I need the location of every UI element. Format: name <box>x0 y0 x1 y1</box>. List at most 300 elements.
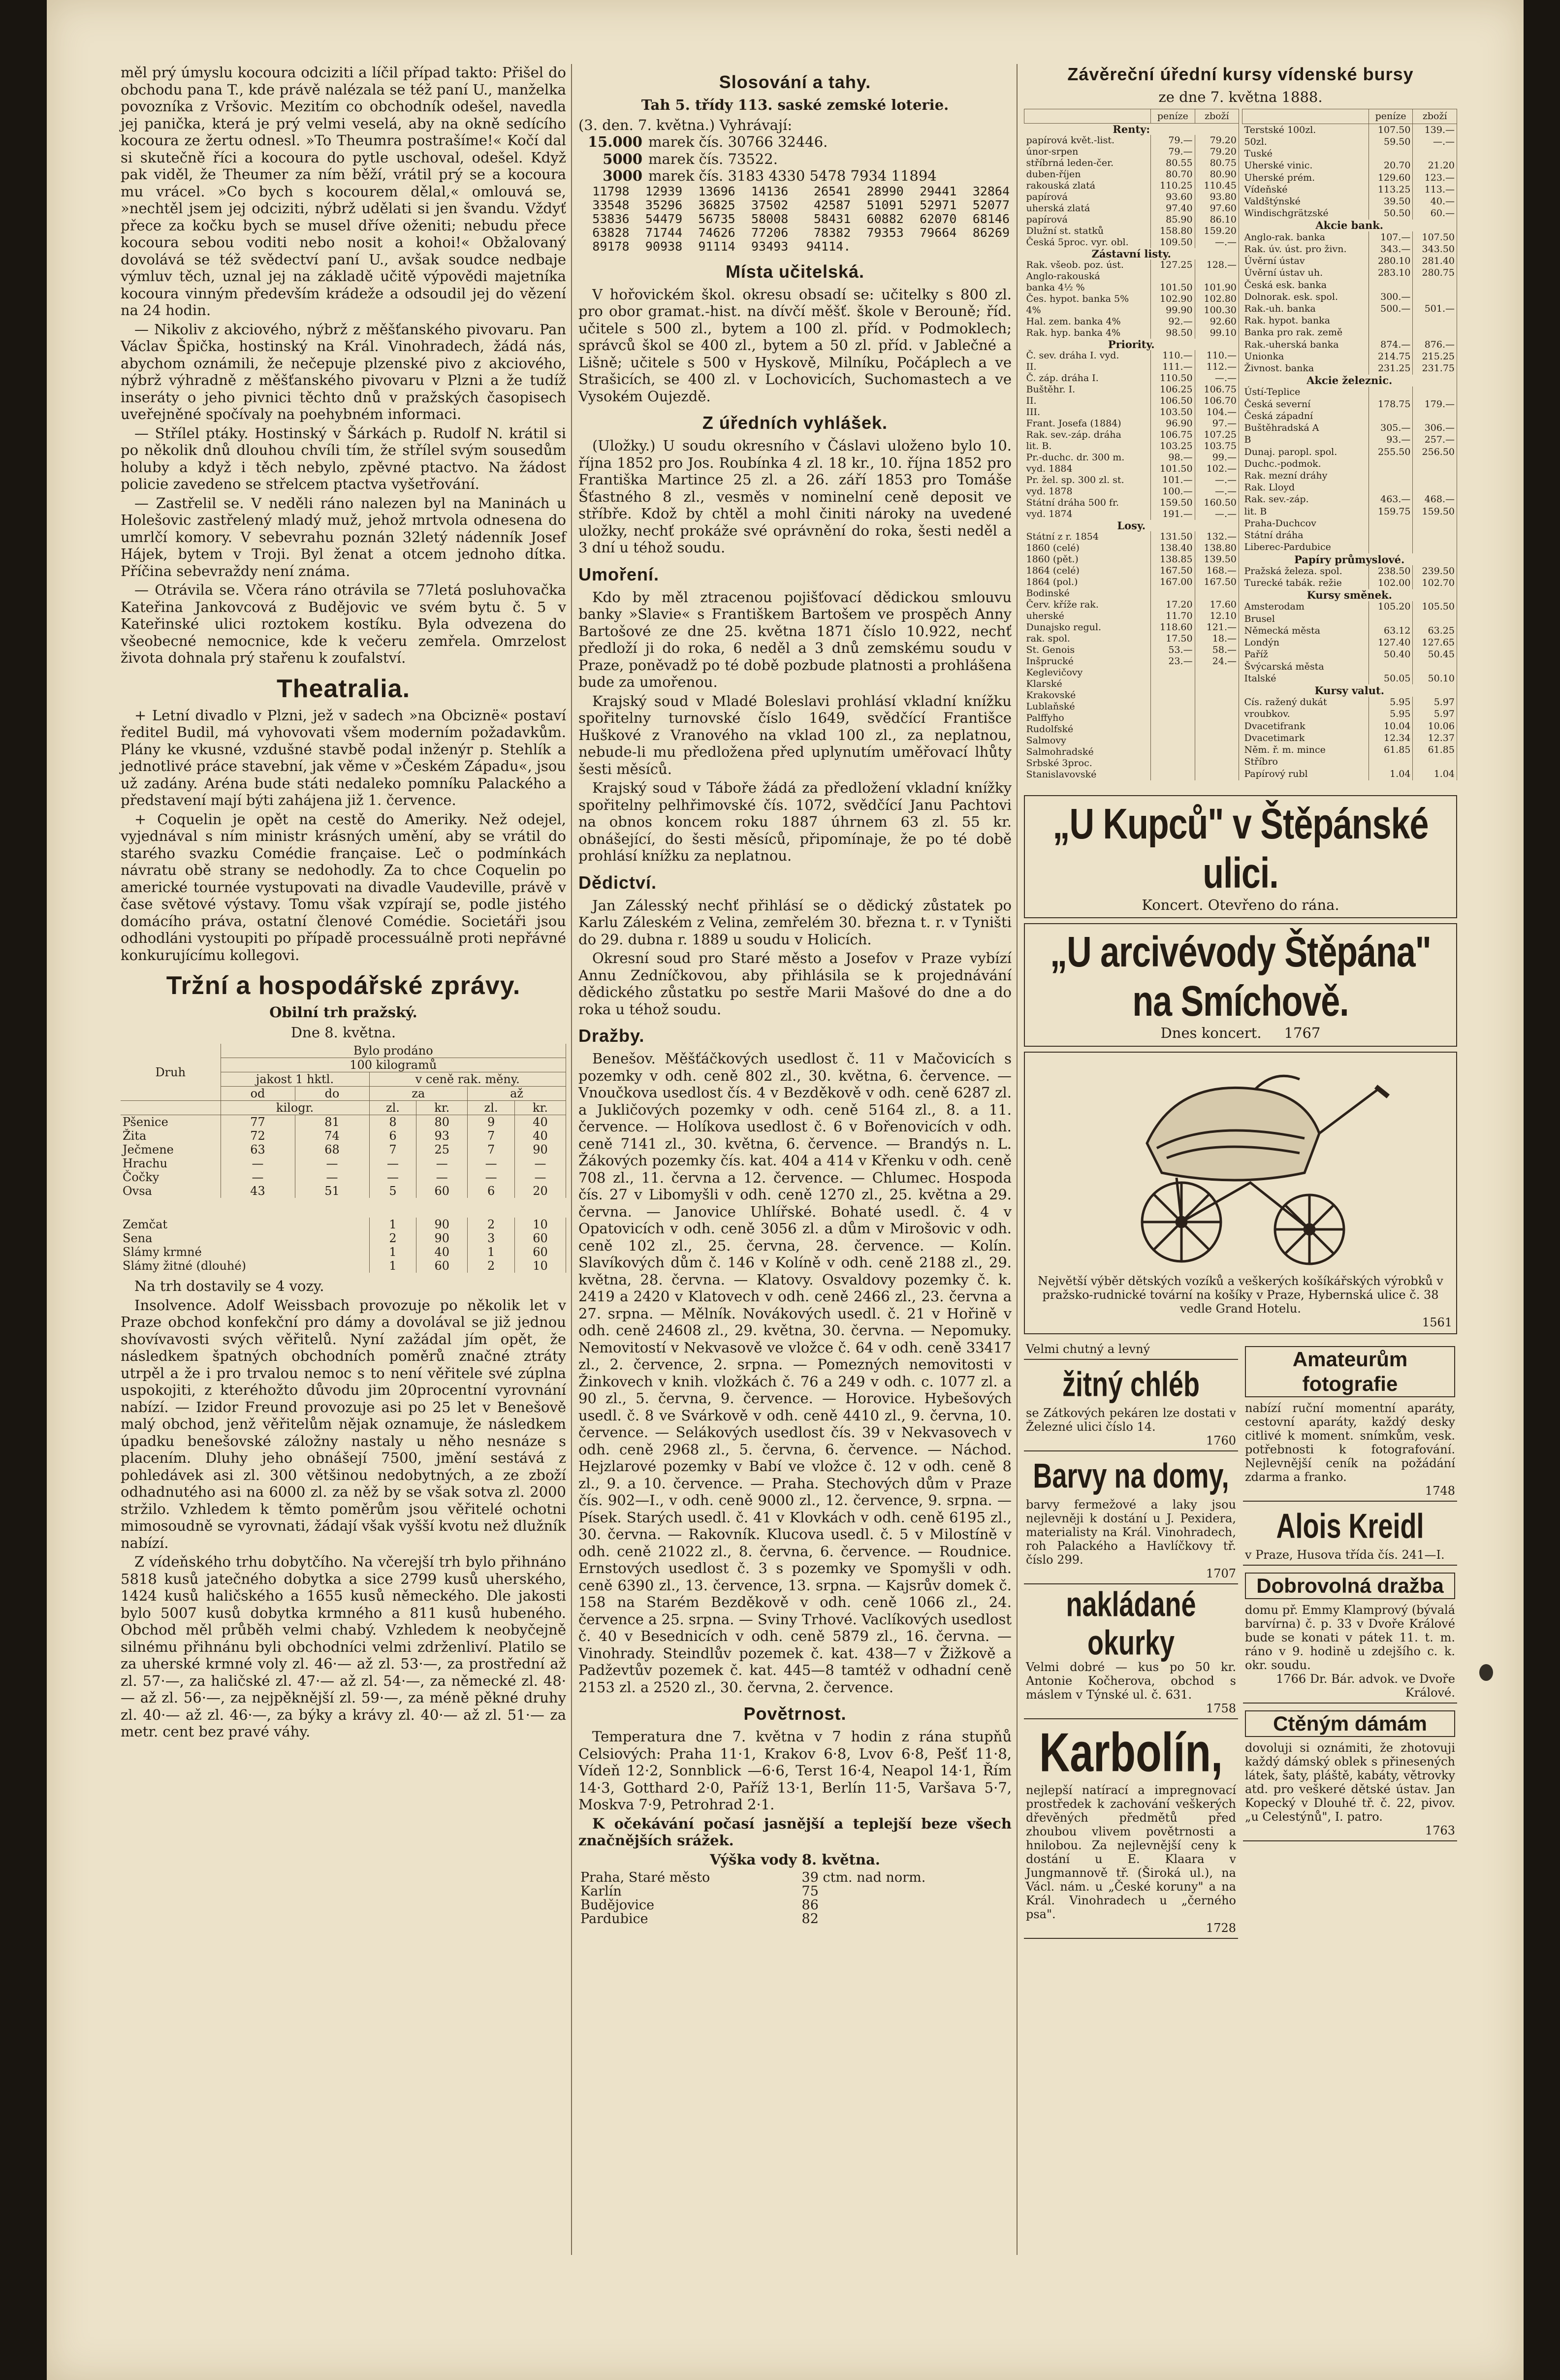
news-paragraph: — Otrávila se. Včera ráno otrávila se 77letá posluhovačka Kateřina Jankovcová z Budějovic ve svém bytu č. 5 v Kateřinské ulici roztokem kostíku. Byla odvezena do všeobecné nemocnice, kde k večeru zemřela. Omrzelost života dohnala prý stařenu k zoufalství. <box>121 581 566 666</box>
table-row <box>1024 509 1239 520</box>
rates-section: Akcie železnic. <box>1242 375 1457 386</box>
th-kr: kr. <box>515 1101 566 1115</box>
lottery-number: 12939 <box>645 184 683 198</box>
rates-name: Salmohradské <box>1024 746 1151 758</box>
table-cell: 90 <box>515 1143 566 1157</box>
section-title-theatre: Theatralia. <box>276 674 411 703</box>
ad-number: 1766 Dr. Bár. advok. ve Dvoře Králové. <box>1276 1672 1455 1700</box>
rates-money <box>1369 315 1413 327</box>
rates-goods <box>1413 530 1457 542</box>
rates-name: Cís. ražený dukát <box>1242 697 1369 708</box>
table-row <box>1024 497 1239 509</box>
table-cell: 43 <box>221 1184 295 1198</box>
th-money: peníze <box>1151 109 1195 123</box>
th-kilogr: kilogr. <box>221 1101 369 1115</box>
small-ads <box>1024 1339 1457 1939</box>
table-cell: — <box>369 1170 416 1184</box>
prize-amount: 15.000 <box>588 133 642 150</box>
table-cell: 2 <box>468 1259 515 1273</box>
rates-goods: 102.70 <box>1413 577 1457 589</box>
rates-money: 103.50 <box>1151 407 1195 418</box>
rates-name: Švýcarská města <box>1242 661 1369 673</box>
rates-money: 113.25 <box>1369 184 1413 195</box>
rates-name: Londýn <box>1242 637 1369 648</box>
table-row <box>1242 637 1457 648</box>
lottery-number <box>906 240 959 254</box>
th-100kg: 100 kilogramů <box>221 1058 566 1072</box>
rates-money <box>1369 661 1413 673</box>
rates-name: Paříž <box>1242 649 1369 661</box>
column-rule <box>571 64 572 2255</box>
rates-name: Srbské 3proc. <box>1024 758 1151 769</box>
rates-money: 23.— <box>1151 656 1195 667</box>
rates-name: lit. B. <box>1024 441 1151 452</box>
grain-market-table <box>121 1044 566 1273</box>
rates-money: 50.40 <box>1369 649 1413 661</box>
ad-title: nakládané okurky <box>1066 1585 1196 1662</box>
rates-name: Dlužní st. statků <box>1024 225 1151 237</box>
rates-money <box>1151 712 1195 724</box>
ad-text: v Praze, Husova třída čís. 241—I. <box>1245 1547 1445 1562</box>
rates-goods: 139.50 <box>1195 554 1239 565</box>
rates-money: 343.— <box>1369 243 1413 255</box>
rates-money: 61.85 <box>1369 744 1413 756</box>
small-ad <box>1024 1339 1238 1360</box>
table-row <box>578 1898 1012 1912</box>
rates-goods <box>1413 756 1457 768</box>
rates-money: 127.25 <box>1151 259 1195 271</box>
rates-name: Palffyho <box>1024 712 1151 724</box>
rates-money: 214.75 <box>1369 351 1413 362</box>
news-paragraph: měl prý úmyslu kocoura odciziti a líčil případ takto: Přišel do obchodu pana T., kde právě nalézala se též paní U., manželka povozníka z Vršovic. Mezitím co obchodník odešel, navedla jej panička, která je prý velmi veselá, aby na okně sedícího kocoura ze žertu odnesl. »To Theumra postrašíme!« Kočí dal si skutečně říci a kocoura do pytle uschoval, odešel. Když pak viděl, že Theumer za ním běží, vrátil prý se a kocoura mu vrácel. »Co bych s kocourem dělal,« omlouvá se, »nechtěl jsem jej odciziti, nýbrž udělati si jen švandu. Vždyť přece za kočku bych se musel dříve oženiti; nebudu přece kocoura sebou voditi nebo nosit a kohoi!« Obžalovaný dovolává se též svědectví paní U., avšak soudce nedbaje výmluv těch, uznal jej na základě učitě výpovědi majetníka kocoura vinným především krádeže a odsoudil jej do vězení na 24 hodin. <box>121 64 566 319</box>
table-row <box>1242 184 1457 195</box>
rates-money: 100.— <box>1151 486 1195 497</box>
th-cena: v ceně rak. měny. <box>369 1072 566 1087</box>
rates-name: Česká 5proc. vyr. obl. <box>1024 237 1151 248</box>
table-row <box>1024 203 1239 214</box>
table-row <box>1024 531 1239 543</box>
table-row <box>1024 192 1239 203</box>
rates-goods: 281.40 <box>1413 255 1457 267</box>
rates-money: 39.50 <box>1369 195 1413 207</box>
rates-goods: 61.85 <box>1413 744 1457 756</box>
rates-money: 59.50 <box>1369 136 1413 148</box>
rates-name: Anglo-rakouská <box>1024 271 1151 282</box>
rates-goods: 179.— <box>1413 398 1457 410</box>
table-cell: 51 <box>295 1184 369 1198</box>
rates-goods: 127.65 <box>1413 637 1457 648</box>
prize-line <box>578 151 1012 168</box>
rates-goods <box>1413 386 1457 398</box>
lottery-number: 60882 <box>866 211 904 226</box>
rates-name: Rak. všeob. poz. úst. <box>1024 259 1151 271</box>
rates-money: 80.70 <box>1151 169 1195 180</box>
rates-money: 63.12 <box>1369 625 1413 637</box>
table-row <box>1242 327 1457 339</box>
rates-name: St. Genois <box>1024 644 1151 656</box>
insolvency-paragraph: Insolvence. Adolf Weissbach provozuje po několik let v Praze obchod konfekční pro dámy a dovolával se již jednou shovívavosti svých věřitelů. Nyní zažádal jím opět, že následkem špatných obchodních poměrů značné ztráty utrpěl a že i pro trvalou nemoc s to není věřitele své zúplna uspokojiti, z kteréhožto důvodu jim 20procentní vyrovnání nabízí. — Izidor Freund provozuje asi po 25 let v Benešově malý obchod, jenž věřitelům nějak oznamuje, že následkem úpadku benešovské záložny nastaly u něho nesnáze s placením. Dluhy jeho obnášejí 7500, jmění sestává z pohledávek asi zl. 300 většinou nedobytných, a ze zboží odhadnutého asi na 6000 zl. za něž by se však sotva zl. 2000 stržilo. Vzhledem k těmto poměrům jsou věřitelé ochotni mimosoudně se vyrovnati, žádají však vyšší kvotu než dlužník nabízí. <box>121 1296 566 1551</box>
rates-name: Dunajsko regul. <box>1024 622 1151 633</box>
ad-text-label: Dnes koncert. <box>1160 1025 1262 1041</box>
lottery-number: 51091 <box>866 197 904 212</box>
water-place: Karlín <box>580 1884 622 1899</box>
table-cell: — <box>416 1170 468 1184</box>
table-row <box>1024 407 1239 418</box>
rates-goods: 121.— <box>1195 622 1239 633</box>
table-row <box>1024 305 1239 316</box>
auctions-paragraph: Benešov. Měšťáčkových usedlost č. 11 v Mačovicích s pozemky v odh. ceně 802 zl., 30. května, 6. července. — Vnoučkova usedlost čís. 4 v Bezděkově v odh. ceně 6287 zl. a Jukličových pozemky v odh. ceně 5164 zl., 8. a 11. července. — Holíkova usedlost č. 6 v Bořenovicích v odh. ceně 7141 zl., 30. května, 6. července. — Brandýs n. L. Žákových pozemky čís. kat. 404 a 414 v Křenku v odh. ceně 708 zl., 11. června a 12. července. — Chlumec. Hospoda čís. 27 v Libomyšli v odh. ceně 1270 zl., 25. května a 29. června. — Janovice Uhlířské. Bohaté usedl. č. 4 v Opatovicích v odh. ceně 3056 zl. a dům v Mirošovic v odh. ceně 102 zl., 25. června, 28. července. — Kolín. Slavíkových dům č. 146 v Kolíně v odh. ceně 2188 zl., 29. května, 28. června. — Klatovy. Osvaldovy pozemky č. k. 2419 a 2420 v Klatovech v odh. ceně 2466 zl., 23. června a 27. srpna. — Mělník. Novákových usedl. č. 21 v Hořině v odh. ceně 24608 zl., 29. května, 30. června. — Nepomuky. Nemovitostí v Nekvasově ve vložce č. 64 v odh. ceně 33417 zl., 2. července, 2. srpna. — Pomezných nemovitosti v Žinkovech v knih. vložkách č. 76 a 249 v odh. c. 1077 zl. a 90 zl., 5. června, 9. července. — Horovice. Hybešových usedl. č. 8 ve Svárkově v odh. ceně 4410 zl., 9. června, 10. července. — Selákových usedlost čís. 39 v Nekvasovech v odh. ceně 2968 zl., 5. června, 6. července. — Náchod. Hejzlarové pozemky v Babí ve vložce č. 12 v odh. ceně 8 zl., 9. a 10. července. — Praha. Stechových dům v Praze čís. 902—I., v odh. ceně 9000 zl., 12. července, 9. srpna. — Písek. Starých usedl. č. 41 v Klovkách v odh. ceně 6195 zl., 30. června. — Rakovník. Klucova usedl. č. 5 v Milostíně v odh. ceně 21022 zl., 8. června, 6. července. — Roudnice. Ernstových usedlost č. 3 s pozemky ve Spomyšli v odh. ceně 6390 zl., 13. července, 13. srpna. — Kajsrův domek č. 158 na Starém Bezděkově v odh. ceně 1066 zl., 24. července a 25. srpna. — Sviny Trhové. Vaclíkových usedlost č. 40 v Besednicích v odh. ceně 5879 zl., 16. června. — Vinohrady. Steindlův pozemek č. kat. 438—7 v Žižkově a Padževtův pozemek č. kat. 445—8 tamtéž v odhadní ceně 2153 zl. a 2520 zl., 30. června, 2. července. <box>578 1050 1012 1696</box>
rates-name: Buštěhr. I. <box>1024 384 1151 395</box>
table-row <box>1242 243 1457 255</box>
rates-goods: —.— <box>1195 237 1239 248</box>
rates-goods <box>1195 690 1239 701</box>
section-title-teachers: Místa učitelská. <box>725 261 865 282</box>
table-row <box>121 1143 566 1157</box>
table-row <box>1024 633 1239 644</box>
table-row <box>1024 237 1239 248</box>
rates-goods <box>1195 769 1239 780</box>
lottery-number: 89178 <box>592 239 630 254</box>
table-row <box>1242 708 1457 720</box>
rates-name: Rak. hyp. banka 4% <box>1024 327 1151 339</box>
rates-money: 305.— <box>1369 422 1413 434</box>
ad-u-kupcu <box>1024 795 1457 919</box>
table-row <box>1024 293 1239 305</box>
lottery-number: 26541 <box>813 184 851 198</box>
rates-goods: 97.— <box>1195 418 1239 429</box>
table-row <box>1024 259 1239 271</box>
cancellation-paragraph: Krajský soud v Táboře žádá za předložení vkladní knížky spořitelny pelhřimovské čís. 1072, svědčící Janu Pachtovi na obnos koncem roku 1887 úhrnem 63 zl. 55 kr. obnášející, do šesti měsíců, připomínaje, že po té době prohlásí knížku za neplatnou. <box>578 779 1012 864</box>
rates-money: 110.50 <box>1151 373 1195 384</box>
section-title-cancellation: Umoření. <box>578 564 660 584</box>
rates-name: Liberec-Pardubice <box>1242 542 1369 553</box>
rates-goods <box>1413 315 1457 327</box>
lottery-number: 63828 <box>592 225 630 240</box>
rates-name: vroubkov. <box>1242 708 1369 720</box>
rates-name: uherské <box>1024 611 1151 622</box>
lottery-number: 78382 <box>813 225 851 240</box>
rates-money: 283.10 <box>1369 267 1413 279</box>
rates-goods: 123.— <box>1413 172 1457 184</box>
rates-money: 50.05 <box>1369 673 1413 684</box>
table-row <box>1242 661 1457 673</box>
ad-number: 1707 <box>1206 1566 1236 1580</box>
lottery-number: 71744 <box>645 225 683 240</box>
table-row <box>1024 656 1239 667</box>
rates-money: 255.50 <box>1369 446 1413 458</box>
ad-number: 1758 <box>1206 1701 1236 1715</box>
rates-goods: 139.— <box>1413 124 1457 136</box>
table-row <box>1024 225 1239 237</box>
rates-section: Akcie bank. <box>1242 220 1457 231</box>
table-row <box>1024 690 1239 701</box>
rates-money: 138.40 <box>1151 543 1195 554</box>
table-cell: 5 <box>369 1184 416 1198</box>
weather-paragraph: Temperatura dne 7. května v 7 hodin z rána stupňů Celsiových: Praha 11·1, Krakov 6·8, Lvov 6·8, Pešť 11·8, Vídeň 12·2, Sonnblick —6·6, Terst 16·4, Neapol 14·1, Řím 14·3, Gotthard 2·0, Paříž 13·1, Berlín 11·5, Varšava 5·7, Moskva 7·9, Petrohrad 2·1. <box>578 1728 1012 1813</box>
table-row <box>1024 339 1239 350</box>
table-cell: 90 <box>416 1218 468 1231</box>
rates-name: Duchc.-podmok. <box>1242 458 1369 470</box>
ads-column-right <box>1243 1339 1457 1939</box>
rates-goods: 105.50 <box>1413 601 1457 613</box>
rates-money: 50.50 <box>1369 208 1413 220</box>
rates-name: banka 4½ % <box>1024 282 1151 293</box>
rates-money <box>1151 724 1195 735</box>
table-row <box>1242 160 1457 172</box>
rates-goods: 50.10 <box>1413 673 1457 684</box>
lottery-number: 29441 <box>920 184 957 198</box>
rates-money <box>1151 735 1195 746</box>
table-cell: Ječmene <box>121 1143 221 1157</box>
rates-name: Tuské <box>1242 148 1369 160</box>
rates-goods: —.— <box>1195 373 1239 384</box>
table-row <box>1024 316 1239 327</box>
rates-money: 159.75 <box>1369 506 1413 517</box>
table-row <box>1242 231 1457 243</box>
rates-name: Unionka <box>1242 351 1369 362</box>
table-row <box>1024 158 1239 169</box>
rates-money: 106.25 <box>1151 384 1195 395</box>
rates-money: 97.40 <box>1151 203 1195 214</box>
market-date: Dne 8. května. <box>290 1024 396 1041</box>
rates-goods: 100.30 <box>1195 305 1239 316</box>
table-cell: Hrachu <box>121 1157 221 1170</box>
table-row <box>1242 577 1457 589</box>
rates-section: Zástavní listy. <box>1024 248 1239 259</box>
table-row <box>1242 756 1457 768</box>
rates-money: 101.50 <box>1151 463 1195 475</box>
rates-money: 159.50 <box>1151 497 1195 509</box>
table-row <box>121 1157 566 1170</box>
rates-goods <box>1195 701 1239 712</box>
rates-name: 1864 (celé) <box>1024 565 1151 577</box>
table-row <box>1024 350 1239 361</box>
section-title-weather: Povětrnost. <box>743 1704 847 1724</box>
rates-goods: 107.25 <box>1195 429 1239 441</box>
rates-name: Úvěrní ústav uh. <box>1242 267 1369 279</box>
table-row <box>1024 588 1239 599</box>
table-cell: 20 <box>515 1184 566 1198</box>
table-row <box>1242 506 1457 517</box>
rates-name: Klarské <box>1024 678 1151 690</box>
rates-money: 131.50 <box>1151 531 1195 543</box>
th-money: peníze <box>1369 109 1413 124</box>
table-row <box>1242 303 1457 315</box>
rates-goods <box>1413 279 1457 291</box>
rates-name: Státní z r. 1854 <box>1024 531 1151 543</box>
ad-number: 1767 <box>1284 1025 1321 1041</box>
rates-name: uherská zlatá <box>1024 203 1151 214</box>
prize-text: marek čís. 73522. <box>648 150 778 167</box>
table-cell: 74 <box>295 1129 369 1143</box>
lottery-number: 33548 <box>592 197 630 212</box>
table-row <box>1242 625 1457 637</box>
table-row <box>1024 441 1239 452</box>
rates-money <box>1151 678 1195 690</box>
table-cell: 40 <box>416 1245 468 1259</box>
rates-money: 102.90 <box>1151 293 1195 305</box>
table-cell: Žita <box>121 1129 221 1143</box>
table-row <box>1024 146 1239 158</box>
rates-name: Hal. zem. banka 4% <box>1024 316 1151 327</box>
th-kr: kr. <box>416 1101 468 1115</box>
rates-money <box>1369 410 1413 422</box>
rates-goods <box>1413 517 1457 529</box>
water-place: Pardubice <box>580 1911 648 1927</box>
rates-money <box>1369 279 1413 291</box>
rates-money: 5.95 <box>1369 708 1413 720</box>
table-row <box>1242 697 1457 708</box>
table-row <box>1242 339 1457 351</box>
rates-goods <box>1195 758 1239 769</box>
rates-name: Pr.-duchc. dr. 300 m. <box>1024 452 1151 463</box>
ad-text: Největší výběr dětských vozíků a veškerých košíkářských výrobků v pražsko-rudnické tovární na košíky v Praze, Hybernská ulice č. 38 vedle Grand Hotelu. <box>1038 1274 1443 1316</box>
rates-goods <box>1195 678 1239 690</box>
table-row <box>578 1885 1012 1898</box>
lottery-number: 52077 <box>972 197 1010 212</box>
rates-name: Inšprucké <box>1024 656 1151 667</box>
table-cell: 10 <box>515 1259 566 1273</box>
rates-name: Úvěrní ústav <box>1242 255 1369 267</box>
table-row <box>578 1871 1012 1885</box>
table-cell: 90 <box>416 1231 468 1245</box>
table-row <box>1242 267 1457 279</box>
rates-goods <box>1413 458 1457 470</box>
rates-money: 118.60 <box>1151 622 1195 633</box>
rates-name: 4% <box>1024 305 1151 316</box>
rates-money: 107.50 <box>1369 124 1413 136</box>
rates-name: Stanislavovské <box>1024 769 1151 780</box>
rates-name: Ústí-Teplice <box>1242 386 1369 398</box>
table-row <box>578 240 1012 254</box>
rates-name: Amsterodam <box>1242 601 1369 613</box>
rates-goods: 86.10 <box>1195 214 1239 225</box>
market-subtitle: Obilní trh pražský. <box>269 1004 417 1021</box>
rates-goods: 80.75 <box>1195 158 1239 169</box>
prize-text: marek čís. 30766 32446. <box>648 133 828 150</box>
th-druh: Druh <box>121 1044 221 1101</box>
rates-money: 1.04 <box>1369 768 1413 780</box>
rates-money <box>1151 746 1195 758</box>
rates-name: Rak. sev.-záp. <box>1242 494 1369 506</box>
table-row <box>1242 136 1457 148</box>
weather-forecast: K očekávání počasí jasnější a teplejší beze všech značnějších srážek. <box>578 1815 1012 1849</box>
ad-number: 1748 <box>1425 1483 1455 1498</box>
rates-name: Č. záp. dráha I. <box>1024 373 1151 384</box>
rates-goods: 106.75 <box>1195 384 1239 395</box>
table-row <box>1024 712 1239 724</box>
prize-text: marek čís. 3183 4330 5478 7934 11894 <box>648 167 937 184</box>
rates-goods: 50.45 <box>1413 649 1457 661</box>
lottery-number: 28990 <box>866 184 904 198</box>
rates-name: Uherské vinic. <box>1242 160 1369 172</box>
rates-name: Stříbro <box>1242 756 1369 768</box>
lottery-number: 52971 <box>920 197 957 212</box>
lottery-number: 14136 <box>751 184 789 198</box>
table-row <box>1024 282 1239 293</box>
rates-name: Rak. hypot. banka <box>1242 315 1369 327</box>
ad-text: nabízí ruční momentní aparáty, cestovní aparáty, každý desky citlivé k moment. snímkům, vesk. potřebnosti k fotografování. Nejlevnější ceník na požádání zdarma a franko. <box>1245 1401 1455 1484</box>
rates-money <box>1369 613 1413 625</box>
lottery-number: 37502 <box>751 197 789 212</box>
rates-name: 1864 (pol.) <box>1024 577 1151 588</box>
table-row <box>1024 746 1239 758</box>
th-prodano: Bylo prodáno <box>221 1044 566 1058</box>
rates-money <box>1369 542 1413 553</box>
rates-name: Brusel <box>1242 613 1369 625</box>
rates-money: 11.70 <box>1151 611 1195 622</box>
rates-goods <box>1413 542 1457 553</box>
rates-name: Vídeňské <box>1242 184 1369 195</box>
table-row <box>1024 373 1239 384</box>
rates-goods: 97.60 <box>1195 203 1239 214</box>
rates-money: 127.40 <box>1369 637 1413 648</box>
news-paragraph: — Nikoliv z akciového, nýbrž z měšťanského pivovaru. Pan Václav Špička, hostinský na Král. Vinohradech, žádá nás, abychom oznámili, že nečepuje plzenské pivo z akciového, nýbrž výhradně z měšťanského pivovaru v Plzni a že tudíž inseráty o jeho pivnici těchto dnů v pražských časopisech uveřejněné spočívaly na poehybném informaci. <box>121 321 566 422</box>
rates-name: 1860 (celé) <box>1024 543 1151 554</box>
cattle-market-paragraph: Z vídeňského trhu dobytčího. Na včerejší trh bylo přihnáno 5818 kusů jatečného dobytka a sice 2799 kusů uherského, 1424 kusů haličského a 1655 kusů německého. Dle jakosti bylo 5007 kusů dobytka krmného a 811 kusů hubeného. Obchod měl průběh velmi chabý. Vzhledem k neobyčejně silnému přihnánu byli obchodníci velmi zdrženliví. Platilo se za uherské krmné voly zl. 46·— až zl. 53·—, za prostřední až zl. 57·—, za haličské zl. 47·— až zl. 54·—, za německé zl. 48·— až zl. 56·—, za nejpěknější zl. 59·—, za méně pěkné druhy zl. 40·— až zl. 46·—, za býky a krávy zl. 40·— až zl. 51·— za metr. cent bez pravé váhy. <box>121 1553 566 1740</box>
rates-money: 80.55 <box>1151 158 1195 169</box>
ad-number: 1561 <box>1422 1315 1452 1329</box>
table-row <box>1024 599 1239 611</box>
rates-section: Kursy valut. <box>1242 684 1457 696</box>
lottery-number: 42587 <box>813 197 851 212</box>
table-row <box>1242 208 1457 220</box>
rates-name: Rak. sev.-záp. dráha <box>1024 429 1151 441</box>
small-ad <box>1024 1451 1238 1584</box>
table-cell: 68 <box>295 1143 369 1157</box>
ad-text <box>1029 1025 1452 1042</box>
rates-name: Windischgrätzské <box>1242 208 1369 220</box>
rates-goods <box>1413 482 1457 494</box>
rates-money: 231.25 <box>1369 362 1413 374</box>
rates-name: Německá města <box>1242 625 1369 637</box>
rates-name: vyd. 1878 <box>1024 486 1151 497</box>
rates-money: 109.50 <box>1151 237 1195 248</box>
rates-goods: 80.90 <box>1195 169 1239 180</box>
news-paragraph: — Střílel ptáky. Hostinský v Šárkách p. Rudolf N. krátil si po několik dnů dlouhou chvíli tím, že střílel svým sousedům holuby a když i těch nebylo, zpěvné ptactvo. Na žádost policie zavedeno se střelcem ptactva vyšetřování. <box>121 424 566 492</box>
table-row <box>121 1115 566 1129</box>
table-row <box>1242 744 1457 756</box>
table-row <box>1024 429 1239 441</box>
table-cell: Sena <box>121 1231 369 1245</box>
table-cell: 40 <box>515 1115 566 1129</box>
rates-money <box>1151 667 1195 678</box>
rates-name: papírová květ.-list. <box>1024 135 1151 146</box>
table-row <box>121 1259 566 1273</box>
rates-goods <box>1413 410 1457 422</box>
ad-text: Koncert. Otevřeno do rána. <box>1142 896 1339 913</box>
rates-name: Frant. Josefa (1884) <box>1024 418 1151 429</box>
table-cell: 1 <box>369 1218 416 1231</box>
rates-name: III. <box>1024 407 1151 418</box>
table-row <box>1242 720 1457 732</box>
rates-money <box>1369 482 1413 494</box>
table-cell: 8 <box>369 1115 416 1129</box>
prize-amount: 3000 <box>603 167 642 184</box>
rates-name: Česká esk. banka <box>1242 279 1369 291</box>
rates-money <box>1151 588 1195 599</box>
section-title-auctions: Dražby. <box>578 1026 645 1046</box>
ad-title: Dobrovolná dražba <box>1245 1573 1455 1599</box>
lottery-number: 13696 <box>698 184 735 198</box>
column-rule <box>1017 64 1018 2255</box>
table-row <box>1024 463 1239 475</box>
rates-goods: 107.50 <box>1413 231 1457 243</box>
column-3 <box>1024 64 1457 1939</box>
table-row <box>578 212 1012 226</box>
rates-money: 500.— <box>1369 303 1413 315</box>
rates-goods <box>1195 712 1239 724</box>
